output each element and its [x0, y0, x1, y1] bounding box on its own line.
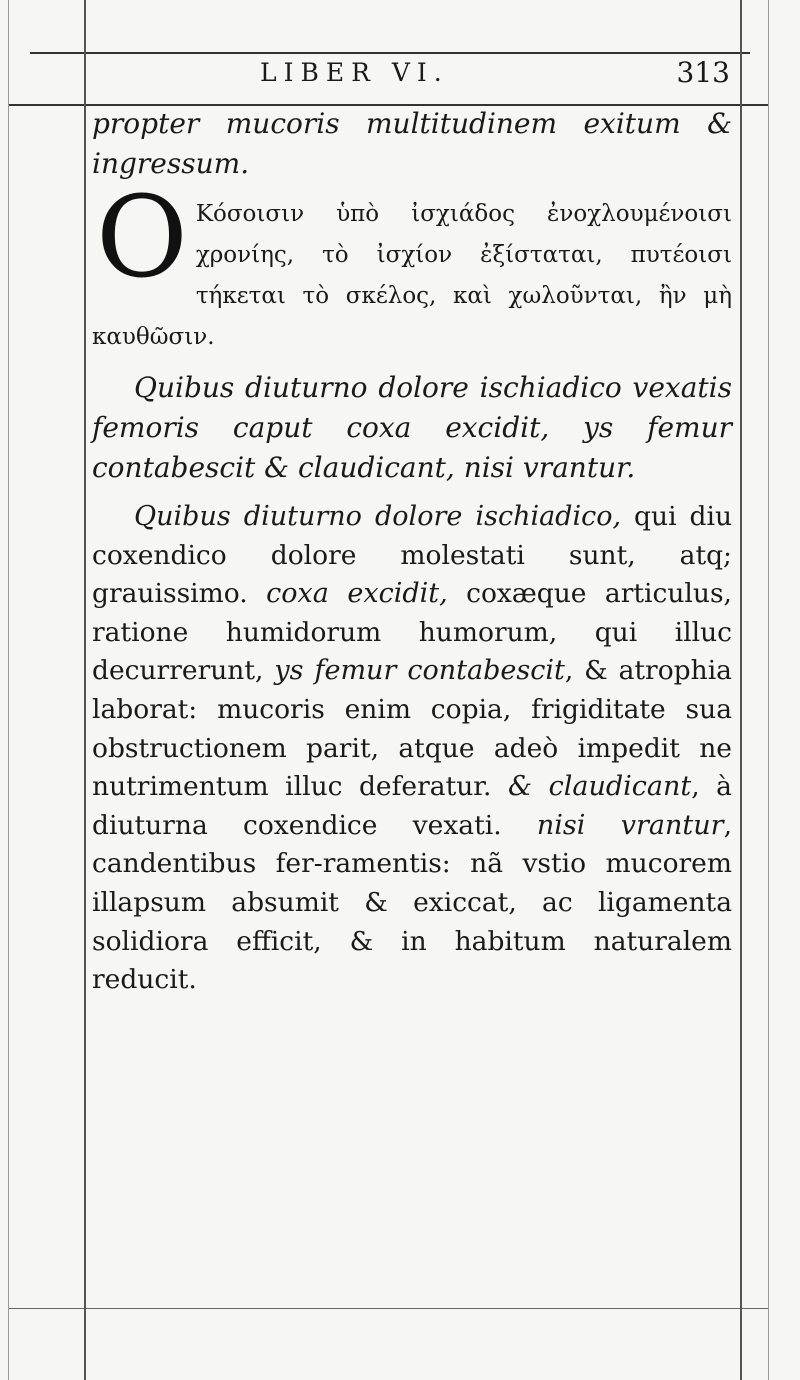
commentary-lemma-4: & claudicant: [507, 771, 692, 803]
greek-text: Κόσοισιν ὑπὸ ἰσχιάδος ἐνοχλουμένοισι χρονίης, τὸ ἰσχίον ἐξίσταται, πυτέοισι τήκεται τὸ σκέλος, καὶ χωλοῦνται, ἢν μὴ καυθῶσιν.: [92, 201, 732, 350]
right-margin-rule: [740, 0, 742, 1380]
greek-aphorism: [92, 173, 732, 358]
page-number: 313: [676, 56, 730, 89]
commentary-lemma-5: nisi vrantur: [536, 809, 724, 841]
commentary-lemma-2: coxa excidit,: [266, 578, 448, 610]
commentary-lemma-3: ys femur contabescit: [274, 655, 565, 687]
commentary-text-4: , à diuturna coxendice vexati.: [92, 771, 732, 841]
body-text: [92, 104, 732, 1000]
commentary-text-5: , candentibus fer-ramentis: nã vstio mucorem illapsum absumit & exiccat, ac ligamenta solidiora efficit, & in habitum naturalem reducit.: [92, 809, 732, 996]
drop-cap: O: [96, 173, 188, 303]
page-header: [90, 52, 738, 102]
outer-right-rule: [768, 0, 769, 1380]
running-head: LIBER VI.: [260, 58, 449, 87]
commentary-text-3: , & atrophia laborat: mucoris enim copia, frigiditate sua obstructionem parit, atque adeò impedit ne nutrimentum illuc deferatur.: [92, 655, 732, 803]
outer-left-rule: [8, 0, 9, 1380]
continued-paragraph: propter mucoris multitudinem exitum & ingressum.: [92, 107, 732, 180]
commentary-lemma-1: Quibus diuturno dolore ischiadico,: [134, 501, 622, 532]
left-margin-rule: [84, 0, 86, 1380]
bottom-rule: [8, 1308, 768, 1309]
commentary-text-2: coxæque articulus, ratione humidorum humorum, qui illuc decurrerunt,: [92, 578, 732, 687]
commentary-text-1: qui diu coxendico dolore molestati sunt, atq; grauissimo.: [92, 501, 733, 610]
commentary-paragraph: [92, 498, 732, 1000]
latin-translation: Quibus diuturno dolore ischiadico vexatis femoris caput coxa excidit, ys femur contabescit & claudicant, nisi vrantur.: [92, 371, 732, 484]
